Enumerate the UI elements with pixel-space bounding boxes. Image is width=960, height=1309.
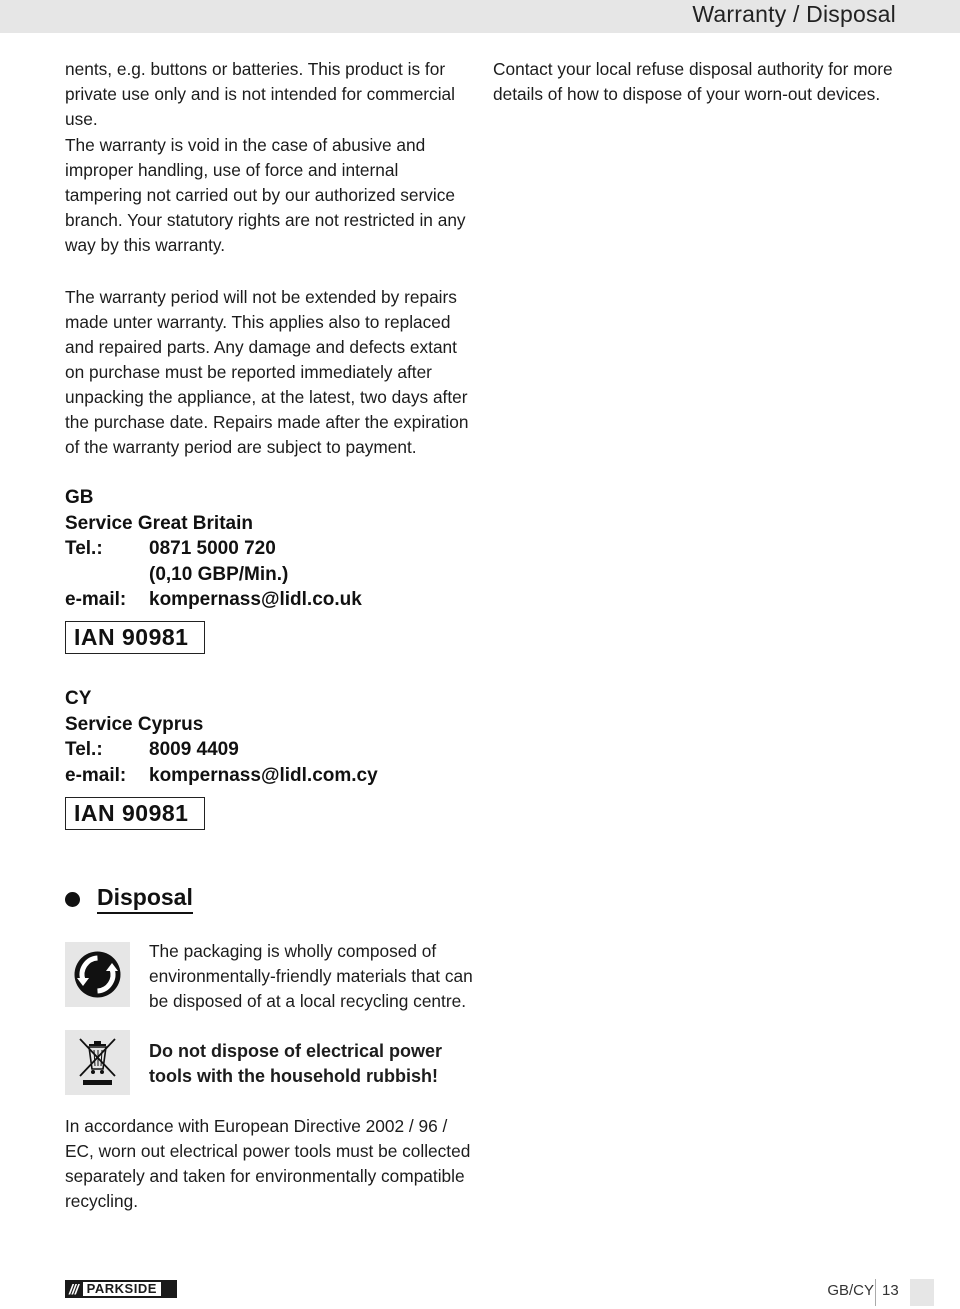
disposal-heading (65, 884, 193, 914)
service-cy-name: Service Cyprus (65, 713, 204, 735)
weee-bin-icon (65, 1030, 130, 1095)
page-tab (910, 1279, 934, 1306)
service-gb-block (65, 485, 362, 613)
parkside-logo (65, 1280, 177, 1298)
packaging-paragraph: The packaging is wholly composed of environmentally-friendly materials that can be disposed of at a local recycling centre. (149, 941, 473, 1011)
service-gb-tel: 0871 5000 720 (149, 538, 276, 559)
directive-paragraph: In accordance with European Directive 2002 / 96 / EC, worn out electrical power tools must be collected separately and taken for environmentally compatible recycling. (65, 1116, 471, 1211)
page-country-label: GB/CY (827, 1282, 874, 1299)
disposal-title: Disposal (97, 884, 193, 914)
service-cy-email: kompernass@lidl.com.cy (149, 764, 378, 786)
logo-slashes: /// (69, 1281, 78, 1297)
disposal-warning: Do not dispose of electrical power tools with the household rubbish! (149, 1041, 443, 1086)
recycling-icon (65, 942, 130, 1007)
intro-paragraph: nents, e.g. buttons or batteries. This product is for private use only and is not intended for commercial use. (65, 59, 455, 129)
service-cy-tel: 8009 4409 (149, 739, 239, 760)
page-number: 13 (882, 1282, 899, 1299)
service-gb-email: kompernass@lidl.co.uk (149, 589, 362, 610)
service-gb-country: GB (65, 487, 94, 508)
service-cy-ian-box: IAN 90981 (65, 797, 205, 830)
logo-brand: PARKSIDE (83, 1282, 161, 1296)
service-gb-name: Service Great Britain (65, 512, 253, 534)
page-divider (875, 1279, 876, 1306)
service-cy-country: CY (65, 688, 92, 709)
service-cy-tel-label: Tel.: (65, 739, 103, 760)
service-cy-block (65, 686, 378, 788)
warranty-void-paragraph: The warranty is void in the case of abusive and improper handling, use of force and internal tampering not carried out by our authorized service branch. Your statutory rights are not restricted in any way by this warranty. (65, 135, 466, 255)
header-bar (0, 0, 960, 33)
bullet-icon (65, 892, 80, 907)
service-gb-ian-box: IAN 90981 (65, 621, 205, 654)
service-gb-tel-label: Tel.: (65, 538, 103, 559)
service-cy-email-label: e-mail: (65, 764, 127, 786)
warranty-period-paragraph: The warranty period will not be extended by repairs made unter warranty. This applies also to replaced and repaired parts. Any damage and defects extant on purchase must be reported immediately after unpacking the appliance, at the latest, two days after the purchase date. Repairs made after the expiration of the warranty period are subject to payment. (65, 287, 469, 457)
page-header-title: Warranty / Disposal (692, 1, 896, 27)
disposal-contact-paragraph: Contact your local refuse disposal authority for more details of how to dispose of your worn-out devices. (493, 59, 893, 104)
service-gb-email-label: e-mail: (65, 589, 127, 610)
service-gb-rate: (0,10 GBP/Min.) (149, 563, 289, 585)
